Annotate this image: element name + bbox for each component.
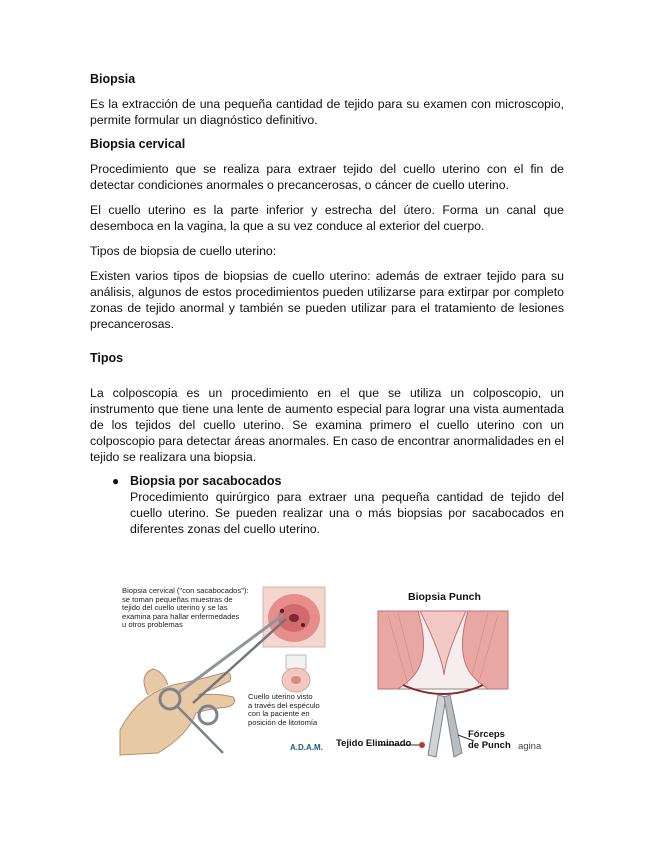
heading-tipos: Tipos bbox=[90, 351, 124, 365]
heading-biopsia-cervical: Biopsia cervical bbox=[90, 137, 186, 151]
view-caption bbox=[248, 693, 343, 727]
bullet-dot-icon: ● bbox=[112, 474, 120, 488]
punch-biopsy-illustration bbox=[336, 585, 558, 765]
forceps-label-line: de Punch bbox=[468, 740, 511, 751]
left-caption-line: se toman pequeñas muestras de bbox=[122, 594, 233, 604]
heading-biopsia: Biopsia bbox=[90, 72, 136, 86]
punch-title: Biopsia Punch bbox=[408, 591, 481, 603]
paragraph-biopsia: Es la extracción de una pequeña cantidad de tejido para su examen con microscopio, permite formular un diagnóstico definitivo. bbox=[90, 97, 564, 127]
forceps-label-line: Fórceps bbox=[468, 729, 505, 740]
cervical-biopsy-illustration bbox=[118, 585, 343, 757]
left-caption-line: tejido del cuello uterino y se las bbox=[122, 603, 228, 612]
bullet-item-sacabocados bbox=[112, 474, 564, 537]
paragraph-varios-tipos: Existen varios tipos de biopsias de cuello uterino: además de extraer tejido para su análisis, algunos de estos procedimientos pueden utilizarse para extirpar por completo zonas de tejido anormal y también se pueden utilizar para el tratamiento de lesiones precancerosas. bbox=[90, 269, 564, 331]
view-caption-line: Cuello uterino visto bbox=[248, 692, 313, 701]
paragraph-cervical-1: Procedimiento que se realiza para extraer tejido del cuello uterino con el fin de detectar condiciones anormales o precancerosas, o cáncer de cuello uterino. bbox=[90, 162, 564, 192]
bullet-text: Procedimiento quirúrgico para extraer una pequeña cantidad de tejido del cuello uterino. Se pueden realizar una o más biopsias por sacabocados en diferentes zonas del cuello uterino. bbox=[130, 490, 564, 536]
vagina-label: agina bbox=[518, 741, 542, 752]
adam-logo: A.D.A.M. bbox=[290, 743, 323, 752]
bullet-title: Biopsia por sacabocados bbox=[130, 474, 282, 488]
forceps-label bbox=[468, 729, 511, 751]
document-body bbox=[90, 72, 564, 546]
view-caption-line: con la paciente en bbox=[248, 709, 310, 718]
left-caption-line: Biopsia cervical ("con sacabocados"): bbox=[122, 586, 249, 595]
view-caption-line: a través del espéculo bbox=[248, 700, 320, 710]
tejido-label: Tejido Eliminado bbox=[336, 738, 412, 749]
view-caption-line: posición de litotomía bbox=[248, 717, 318, 727]
paragraph-colposcopia: La colposcopia es un procedimiento en el que se utiliza un colposcopio, un instrumento que tiene una lente de aumento especial para lograr una vista aumentada de los tejidos del cuello uterino. Se examina primero el cuello uterino con un colposcopio para detectar áreas anormales. En caso de encontrar anormalidades en el tejido se realizara una biopsia. bbox=[90, 386, 564, 464]
left-caption-line: u otros problemas bbox=[122, 620, 183, 629]
paragraph-cervical-2: El cuello uterino es la parte inferior y estrecha del útero. Forma un canal que desemboca en la vagina, la que a su vez conduce al exterior del cuerpo. bbox=[90, 203, 564, 233]
biopsy-figure bbox=[118, 585, 558, 765]
left-caption-line: examina para hallar enfermedades bbox=[122, 611, 240, 621]
paragraph-tipos-intro: Tipos de biopsia de cuello uterino: bbox=[90, 244, 277, 258]
left-caption bbox=[122, 587, 272, 630]
